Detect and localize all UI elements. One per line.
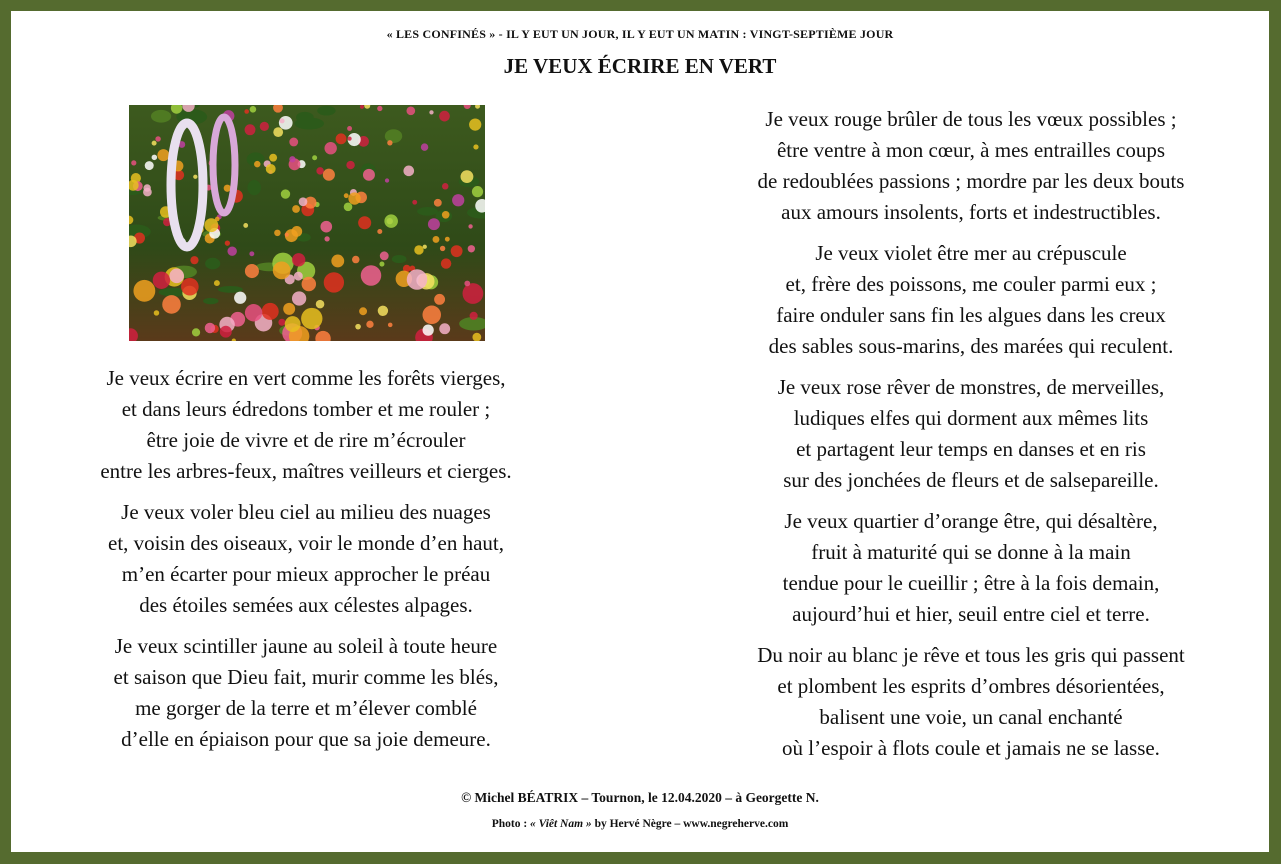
blossom-shape <box>254 161 260 167</box>
blossom-shape <box>464 281 470 287</box>
poem-line: et partagent leur temps en danses et en ris <box>796 437 1146 461</box>
stanza <box>701 104 1241 228</box>
photo-credit <box>11 818 1269 830</box>
poem-line: des étoiles semées aux célestes alpages. <box>139 593 473 617</box>
blossom-shape <box>423 245 427 249</box>
blossom-shape <box>260 122 269 131</box>
leaf-shape <box>317 106 335 116</box>
poem-line: Je veux voler bleu ciel au milieu des nuages <box>121 500 491 524</box>
blossom-shape <box>205 323 215 333</box>
poem-column-left <box>41 363 571 765</box>
stanza <box>701 238 1241 362</box>
blossom-shape <box>451 245 463 257</box>
blossom-shape <box>461 170 474 183</box>
blossom-shape <box>331 255 344 268</box>
page-title: JE VEUX ÉCRIRE EN VERT <box>503 54 777 78</box>
blossom-shape <box>278 319 285 326</box>
leaf-shape <box>205 258 220 270</box>
blossom-shape <box>387 140 392 145</box>
blossom-shape <box>283 303 295 315</box>
blossom-shape <box>441 258 451 268</box>
blossom-shape <box>445 237 450 242</box>
poem-line: d’elle en épiaison pour que sa joie demeure. <box>121 727 491 751</box>
poem-line: et saison que Dieu fait, murir comme les blés, <box>113 665 499 689</box>
blossom-shape <box>384 214 398 228</box>
blossom-shape <box>220 326 232 338</box>
leaf-shape <box>385 129 402 143</box>
blossom-shape <box>133 280 155 302</box>
poem-line: Je veux scintiller jaune au soleil à toute heure <box>114 634 498 658</box>
poem-line: sur des jonchées de fleurs et de salsepareille. <box>783 468 1159 492</box>
credit-prefix: Photo : <box>491 818 531 830</box>
blossom-shape <box>193 175 197 179</box>
flower-photo-illustration <box>129 105 485 341</box>
blossom-shape <box>245 124 256 135</box>
blossom-shape <box>359 307 367 315</box>
blossom-shape <box>289 156 295 162</box>
blossom-shape <box>352 256 359 263</box>
blossom-shape <box>324 272 344 292</box>
blossom-shape <box>378 306 388 316</box>
blossom-shape <box>463 283 484 304</box>
stanza <box>701 372 1241 496</box>
blossom-shape <box>289 138 298 147</box>
blossom-shape <box>131 160 136 165</box>
flower-market-photo <box>129 105 485 341</box>
blossom-shape <box>204 218 218 232</box>
blossom-shape <box>407 269 428 290</box>
blossom-shape <box>285 316 301 332</box>
blossom-shape <box>245 264 259 278</box>
blossom-shape <box>428 218 440 230</box>
blossom-shape <box>344 203 353 212</box>
blossom-shape <box>225 240 230 245</box>
blossom-shape <box>468 224 472 228</box>
leaf-shape <box>203 298 218 304</box>
poem-line: et dans leurs édredons tomber et me rouler ; <box>121 397 491 421</box>
blossom-shape <box>377 106 382 111</box>
blossom-shape <box>442 211 450 219</box>
blossom-shape <box>439 323 450 334</box>
blossom-shape <box>388 323 393 328</box>
poem-line: ludiques elfes qui dorment aux mêmes lits <box>793 406 1149 430</box>
poem-line: et plombent les esprits d’ombres désorientées, <box>777 674 1165 698</box>
blossom-shape <box>434 294 445 305</box>
blossom-shape <box>385 178 389 182</box>
blossom-shape <box>355 324 361 330</box>
blossom-shape <box>377 229 382 234</box>
blossom-shape <box>336 133 347 144</box>
blossom-shape <box>406 106 415 115</box>
blossom-shape <box>380 251 389 260</box>
blossom-shape <box>433 236 440 243</box>
blossom-shape <box>452 194 464 206</box>
blossom-shape <box>302 277 316 291</box>
blossom-shape <box>281 189 290 198</box>
blossom-shape <box>169 269 184 284</box>
blossom-shape <box>347 137 351 141</box>
poem-line: être joie de vivre et de rire m’écrouler <box>146 428 466 452</box>
leaf-shape <box>218 286 243 293</box>
blossom-shape <box>346 161 354 169</box>
stanza <box>41 363 571 487</box>
blossom-shape <box>250 106 257 113</box>
blossom-shape <box>347 126 352 131</box>
poem-line: m’en écarter pour mieux approcher le préau <box>121 562 491 586</box>
blossom-shape <box>249 251 254 256</box>
poem-line: et, frère des poissons, me couler parmi eux ; <box>785 272 1157 296</box>
blossom-shape <box>152 141 157 146</box>
blossom-shape <box>273 127 283 137</box>
poem-line: Je veux écrire en vert comme les forêts vierges, <box>106 366 506 390</box>
blossom-shape <box>234 292 246 304</box>
blossom-shape <box>269 154 277 162</box>
blossom-shape <box>429 110 433 114</box>
blossom-shape <box>292 291 306 305</box>
blossom-shape <box>422 306 441 325</box>
blossom-shape <box>312 155 317 160</box>
poem-page <box>11 11 1269 852</box>
stanza <box>701 506 1241 630</box>
poem-line: faire onduler sans fin les algues dans les creux <box>776 303 1166 327</box>
poem-line: où l’espoir à flots coule et jamais ne se lasse. <box>782 736 1160 760</box>
blossom-shape <box>379 261 384 266</box>
page-subtitle: « LES CONFINÉS » - IL Y EUT UN JOUR, IL Y EUT UN MATIN : VINGT-SEPTIÈME JOUR <box>386 27 894 41</box>
blossom-shape <box>245 304 262 321</box>
blossom-shape <box>324 236 329 241</box>
poem-line: et, voisin des oiseaux, voir le monde d’en haut, <box>108 531 504 555</box>
blossom-shape <box>348 192 360 204</box>
poem-column-right <box>701 104 1241 774</box>
blossom-shape <box>423 324 434 335</box>
blossom-shape <box>434 199 442 207</box>
blossom-shape <box>280 118 285 123</box>
blossom-shape <box>301 308 322 329</box>
blossom-shape <box>153 272 170 289</box>
blossom-shape <box>292 205 300 213</box>
blossom-shape <box>214 280 220 286</box>
blossom-shape <box>274 230 280 236</box>
poem-line: Je veux violet être mer au crépuscule <box>815 241 1127 265</box>
blossom-shape <box>366 321 373 328</box>
stanza <box>41 631 571 755</box>
leaf-shape <box>296 112 314 123</box>
poem-line: balisent une voie, un canal enchanté <box>819 705 1123 729</box>
blossom-shape <box>316 300 325 309</box>
blossom-shape <box>273 262 291 280</box>
blossom-shape <box>403 166 414 177</box>
blossom-shape <box>316 167 323 174</box>
blossom-shape <box>154 310 159 315</box>
blossom-shape <box>143 184 150 191</box>
poem-line: aujourd’hui et hier, seuil entre ciel et terre. <box>792 602 1150 626</box>
stanza <box>41 497 571 621</box>
blossom-shape <box>323 169 335 181</box>
blossom-shape <box>162 295 181 314</box>
credit-title: « Viêt Nam » <box>530 818 592 830</box>
leaf-shape <box>247 180 261 195</box>
blossom-shape <box>358 216 371 229</box>
poem-line: entre les arbres-feux, maîtres veilleurs et cierges. <box>100 459 512 483</box>
blossom-shape <box>363 169 375 181</box>
blossom-shape <box>439 111 450 122</box>
blossom-shape <box>155 136 160 141</box>
poem-line: Je veux quartier d’orange être, qui désaltère, <box>784 509 1158 533</box>
blossom-shape <box>344 193 349 198</box>
blossom-shape <box>244 109 249 114</box>
blossom-shape <box>421 143 428 150</box>
stanza <box>701 640 1241 764</box>
poem-line: aux amours insolents, forts et indestructibles. <box>781 200 1161 224</box>
poem-line: Je veux rose rêver de monstres, de merveilles, <box>777 375 1165 399</box>
blossom-shape <box>472 186 483 197</box>
blossom-shape <box>414 245 423 254</box>
poem-line: me gorger de la terre et m’élever comblé <box>135 696 477 720</box>
leaf-shape <box>417 207 438 216</box>
poem-line: tendue pour le cueillir ; être à la fois demain, <box>782 571 1160 595</box>
leaf-shape <box>392 255 407 263</box>
blossom-shape <box>291 226 302 237</box>
leaf-shape <box>151 110 171 123</box>
blossom-shape <box>294 272 303 281</box>
credit-suffix: by Hervé Nègre – www.negreherve.com <box>591 818 789 830</box>
poem-line: des sables sous-marins, des marées qui reculent. <box>768 334 1174 358</box>
blossom-shape <box>440 246 445 251</box>
blossom-shape <box>320 221 332 233</box>
blossom-shape <box>412 200 417 205</box>
poem-line: Je veux rouge brûler de tous les vœux possibles ; <box>765 107 1177 131</box>
blossom-shape <box>469 118 481 130</box>
blossom-shape <box>262 303 279 320</box>
blossom-shape <box>470 312 478 320</box>
blossom-shape <box>473 144 478 149</box>
blossom-shape <box>227 246 236 255</box>
blossom-shape <box>152 155 158 161</box>
blossom-shape <box>285 233 289 237</box>
blossom-shape <box>324 142 336 154</box>
blossom-shape <box>266 164 276 174</box>
blossom-shape <box>145 161 154 170</box>
blossom-shape <box>190 256 198 264</box>
copyright-line: © Michel BÉATRIX – Tournon, le 12.04.2020 – à Georgette N. <box>461 790 819 805</box>
blossom-shape <box>157 149 169 161</box>
blossom-shape <box>442 183 448 189</box>
blossom-shape <box>192 328 200 336</box>
blossom-shape <box>299 197 308 206</box>
blossom-shape <box>361 265 381 285</box>
poem-line: être ventre à mon cœur, à mes entrailles coups <box>776 138 1166 162</box>
blossom-shape <box>181 278 199 296</box>
blossom-shape <box>292 253 305 266</box>
blossom-shape <box>468 245 475 252</box>
poem-line: Du noir au blanc je rêve et tous les gris qui passent <box>757 643 1185 667</box>
poem-line: de redoublées passions ; mordre par les deux bouts <box>757 169 1185 193</box>
blossom-shape <box>243 223 248 228</box>
poem-line: fruit à maturité qui se donne à la main <box>811 540 1131 564</box>
